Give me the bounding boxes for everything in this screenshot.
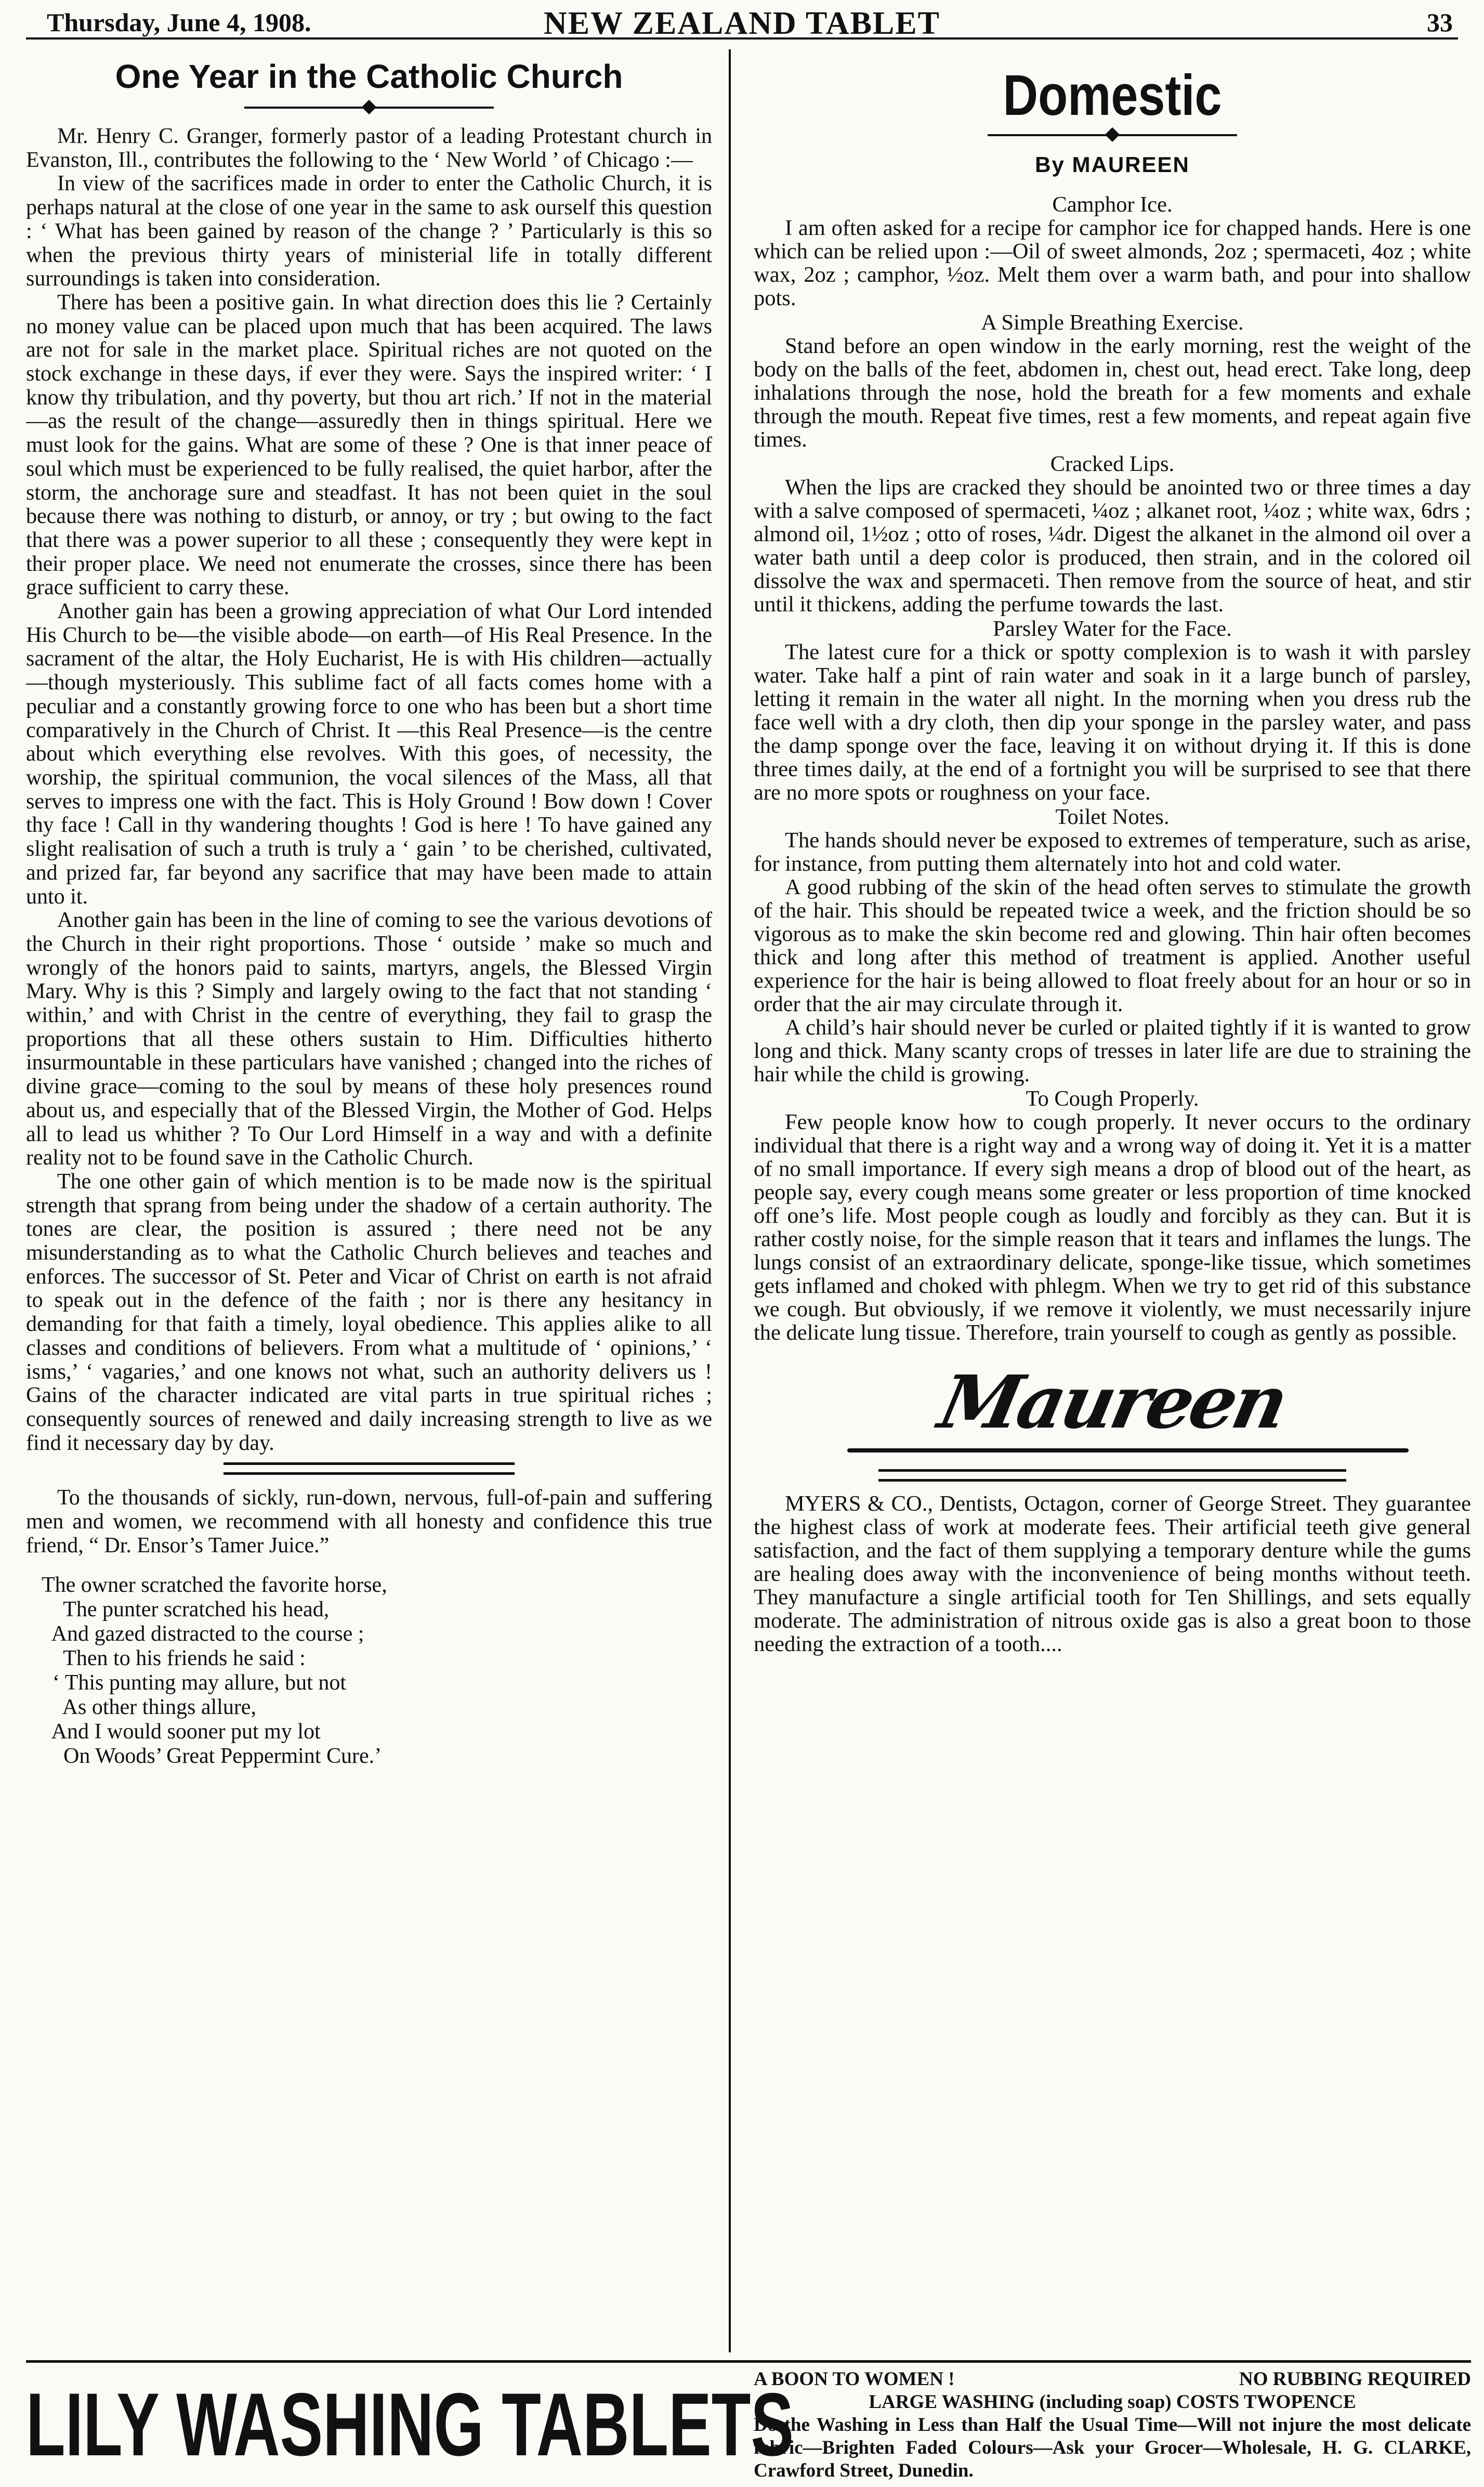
section-heading: Toilet Notes. <box>1055 805 1170 829</box>
section-rule <box>224 1462 515 1475</box>
article-paragraph: There has been a positive gain. In what direction does this lie ? Certainly no money value can be placed upon much that has been acquired. The laws are not for sale in the market place. Spiritual riches are not quoted on the stock exchange in these days, if ever they were. Says the inspired writer: ‘ I know thy tribulation, and thy poverty, but thou art rich.’ If not in the material—as the result of the change—assuredly then in things spiritual. Here we must look for the gains. What are some of these ? One is that inner peace of soul which must be experienced to be fully realised, the quiet harbor, after the storm, the anchorage sure and steadfast. It has not been quiet in the soul because there was nothing to disturb, or annoy, or try ; but owing to the fact that there was a power superior to all these ; consequently they were kept in their proper place. We need not enumerate the crosses, since there has been grace sufficient to carry these. <box>26 290 712 600</box>
poem-line: On Woods’ Great Peppermint Cure.’ <box>42 1744 382 1769</box>
section-heading: A Simple Breathing Exercise. <box>981 310 1244 335</box>
poem-line: And I would sooner put my lot <box>42 1720 321 1744</box>
right-column <box>754 52 1471 2329</box>
domestic-title: Domestic <box>1003 63 1222 127</box>
section-paragraph: The latest cure for a thick or spotty complexion is to wash it with parsley water. Take half a pint of rain water and soak in it a large bunch of parsley, letting it remain in the water all night. In the morning when you dress rub the face well with a dry cloth, then dip your sponge in the parsley water, and pass the damp sponge over the face, leaving it on without drying it. If this is done three times daily, at the end of a fortnight you will be surprised to see that there are no more spots or roughness on your face. <box>754 640 1471 805</box>
article-paragraph: Another gain has been a growing appreciation of what Our Lord intended His Church to be—the visible abode—on earth—of His Real Presence. In the sacrament of the altar, the Holy Eucharist, He is with His children—actually—though mysteriously. This sublime fact of all facts comes home with a peculiar and a constantly growing force to one who has been but a short time comparatively in the Church of Christ. It —this Real Presence—is the centre about which everything else revolves. With this goes, of necessity, the worship, the spiritual communion, the vocal silences of the Mass, all that serves to impress one with the fact. This is Holy Ground ! Bow down ! Cover thy face ! Call in thy wandering thoughts ! God is here ! To have gained any slight realisation of such a truth is truly a ‘ gain ’ to be cherished, cultivated, and prized far, far beyond any sacrifice that may have been made to attain unto it. <box>26 599 712 909</box>
lily-details-text: Do the Washing in Less than Half the Usual Time—Will not injure the most delicate fabric—Brighten Faded Colours—Ask your Grocer—Wholesale, H. G. CLARKE, Crawford Street, Dunedin. <box>754 2414 1471 2481</box>
section-paragraph: A good rubbing of the skin of the head often serves to stimulate the growth of the hair. This should be repeated twice a week, and the friction should be so vigorous as to make the skin become red and glowing. Thin hair often becomes thick and long after this method of treatment is applied. Another useful experience for the hair is being allowed to float freely about for an hour or so in order that the air may circulate through it. <box>754 875 1471 1016</box>
section-paragraph: Stand before an open window in the early morning, rest the weight of the body on the balls of the feet, abdomen in, chest out, head erect. Take long, deep inhalations through the nose, hold the breath for a few moments and exhale through the mouth. Repeat five times, rest a few moments, and repeat again five times. <box>754 334 1471 452</box>
poem-line: The owner scratched the favorite horse, <box>42 1573 387 1598</box>
masthead <box>26 5 1458 40</box>
poem-line: The punter scratched his head, <box>42 1598 330 1622</box>
title-ornament <box>244 101 494 114</box>
signature-flourish <box>847 1448 1409 1452</box>
peppermint-cure-poem <box>26 1573 712 1769</box>
section-paragraph: The hands should never be exposed to extremes of temperature, such as arise, for instance, from putting them alternately into hot and cold water. <box>754 828 1471 876</box>
page-number: 33 <box>1427 8 1453 37</box>
byline: By MAUREEN <box>1035 152 1190 177</box>
poem-line: Then to his friends he said : <box>42 1646 306 1671</box>
poem-line: ‘ This punting may allure, but not <box>42 1671 346 1695</box>
article-paragraph: The one other gain of which mention is to be made now is the spiritual strength that sprang from being under the shadow of a certain authority. The tones are clear, the position is assured ; there need not be any misunderstanding as to what the Catholic Church believes and teaches and enforces. The successor of St. Peter and Vicar of Christ on earth is not afraid to speak out in the defence of the faith ; nor is there any hesitancy in demanding for that faith a timely, loyal obedience. This applies alike to all classes and conditions of believers. From what a multitude of ‘ opinions,’ ‘ isms,’ ‘ vagaries,’ and one knows not what, such an authority delivers us ! Gains of the character indicated are vital parts in true spiritual riches ; consequently sources of renewed and daily increasing strength to live as we find it necessary day by day. <box>26 1169 712 1455</box>
lily-ad-details <box>754 2368 1471 2482</box>
section-paragraph: A child’s hair should never be curled or plaited tightly if it is wanted to grow long and thick. Many scanty crops of tresses in later life are due to straining the hair while the child is growing. <box>754 1015 1471 1087</box>
signature <box>754 1360 1471 1464</box>
tamer-juice-ad <box>26 1486 712 1557</box>
lily-cost-text: LARGE WASHING (including soap) COSTS TWOPENCE <box>869 2391 1356 2413</box>
newspaper-title: NEW ZEALAND TABLET <box>544 6 940 41</box>
section-rule <box>878 1469 1346 1482</box>
signature-text: Maureen <box>931 1360 1293 1445</box>
article-paragraph: Another gain has been in the line of coming to see the various devotions of the Church in their right proportions. Those ‘ outside ’ make so much and wrongly of the honors paid to saints, martyrs, angels, the Blessed Virgin Mary. Why is this ? Simply and largely owing to the fact that not standing ‘ within,’ and with Christ in the centre of everything, they fail to grasp the proportions that all these others sustain to Him. Difficulties hitherto insurmountable in these particulars have vanished ; changed into the riches of divine grace—coming to the soul by means of these holy presences round about us, and especially that of the Blessed Virgin, the Mother of God. Helps all to lead us whither ? To Our Lord Himself in a way and with a definite reality not to be found save in the Catholic Church. <box>26 908 712 1170</box>
poem-line: And gazed distracted to the course ; <box>42 1622 364 1646</box>
lily-tablets-ad <box>26 2360 1471 2482</box>
article-paragraph: In view of the sacrifices made in order to enter the Catholic Church, it is perhaps natural at the close of one year in the same to ask ourself this question : ‘ What has been gained by reason of the change ? ’ Particularly is this so when the previous thirty years of ministerial life in totally different surroundings is taken into consideration. <box>26 172 712 291</box>
article-paragraph: Mr. Henry C. Granger, formerly pastor of a leading Protestant church in Evanston, Ill., contributes the following to the ‘ New World ’ of Chicago :— <box>26 124 712 172</box>
section-paragraph: Few people know how to cough properly. It never occurs to the ordinary individual that there is a right way and a wrong way of doing it. Yet it is a matter of no small importance. If every sigh means a drop of blood out of the heart, as people say, every cough means some greater or less proportion of time knocked off one’s life. Most people cough as loudly and forcibly as they can. But it is rather costly noise, for the simple reason that it tears and inflames the lungs. The lungs consist of an extraordinary delicate, sponge-like tissue, which sometimes gets inflamed and choked with phlegm. When we try to get rid of this substance we cough. But obviously, if we remove it violently, we must necessarily injure the delicate lung tissue. Therefore, train yourself to cough as gently as possible. <box>754 1110 1471 1345</box>
issue-date: Thursday, June 4, 1908. <box>47 8 311 37</box>
myers-dentist-ad: MYERS & CO., Dentists, Octagon, corner of George Street. They guarantee the highest class of work at moderate fees. Their artificial teeth give general satisfaction, and the fact of them supplying a temporary denture while the gums are healing does away with the inconvenience of being months without teeth. They manufacture a single artificial tooth for Ten Shillings, and sets equally moderate. The administration of nitrous oxide gas is also a great boon to those needing the extraction of a tooth.... <box>754 1491 1471 1656</box>
lily-no-rubbing-text: NO RUBBING REQUIRED <box>1239 2368 1471 2390</box>
title-ornament <box>988 128 1237 142</box>
ad-paragraph: To the thousands of sickly, run-down, nervous, full-of-pain and suffering men and women, we recommend with all honesty and confidence this true friend, “ Dr. Ensor’s Tamer Juice.” <box>26 1486 712 1557</box>
section-paragraph: When the lips are cracked they should be anointed two or three times a day with a salve composed of spermaceti, ¼oz ; alkanet root, ¼oz ; white wax, 6drs ; almond oil, 1½oz ; otto of roses, ¼dr. Digest the alkanet in the almond oil over a water bath until a deep color is produced, then strain, and in the colored oil dissolve the wax and spermaceti. Then remove from the source of heat, and stir until it thickens, adding the perfume towards the last. <box>754 475 1471 617</box>
lily-boon-text: A BOON TO WOMEN ! <box>754 2368 955 2390</box>
lily-headline: LILY WASHING TABLETS <box>26 2375 794 2475</box>
column-divider <box>729 49 731 2352</box>
poem-line: As other things allure, <box>42 1695 256 1720</box>
section-paragraph: I am often asked for a recipe for camphor ice for chapped hands. Here is one which can be relied upon :—Oil of sweet almonds, 2oz ; spermaceti, 4oz ; white wax, 2oz ; camphor, ½oz. Melt them over a warm bath, and pour into shallow pots. <box>754 216 1471 310</box>
lily-ad-row <box>754 2368 1471 2391</box>
section-heading: Parsley Water for the Face. <box>993 617 1232 641</box>
section-heading: To Cough Properly. <box>1026 1087 1199 1111</box>
section-heading: Camphor Ice. <box>1052 192 1173 217</box>
article-title: One Year in the Catholic Church <box>115 58 623 95</box>
section-heading: Cracked Lips. <box>1050 452 1175 476</box>
left-column <box>26 52 712 2204</box>
